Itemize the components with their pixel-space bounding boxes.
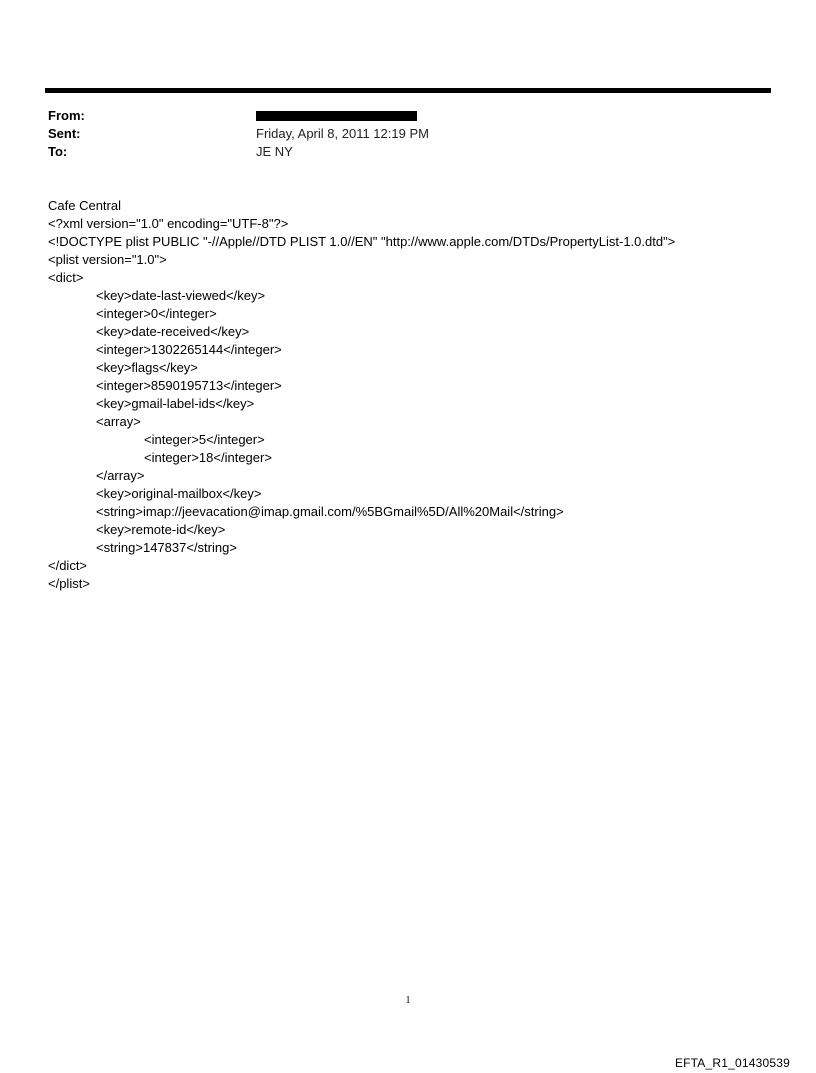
plist-line: <dict> <box>48 270 84 285</box>
plist-line: <integer>5</integer> <box>144 432 265 447</box>
from-label: From: <box>48 108 85 123</box>
to-row <box>48 143 748 161</box>
plist-line: <key>flags</key> <box>96 360 198 375</box>
plist-line: </plist> <box>48 576 90 591</box>
page-number: 1 <box>405 995 411 1006</box>
sent-value: Friday, April 8, 2011 12:19 PM <box>256 126 429 141</box>
to-value: JE NY <box>256 144 293 159</box>
email-body <box>48 197 788 593</box>
plist-line: <?xml version="1.0" encoding="UTF-8"?> <box>48 216 289 231</box>
plist-line: <integer>8590195713</integer> <box>96 378 282 393</box>
plist-line: <key>date-last-viewed</key> <box>96 288 266 303</box>
plist-line: <string>147837</string> <box>96 540 237 555</box>
subject-line: Cafe Central <box>48 198 121 213</box>
plist-line: <key>original-mailbox</key> <box>96 486 262 501</box>
plist-line: </array> <box>96 468 145 483</box>
plist-line: <integer>0</integer> <box>96 306 217 321</box>
plist-line: <array> <box>96 414 141 429</box>
bates-number: EFTA_R1_01430539 <box>674 1056 790 1070</box>
plist-line: <key>date-received</key> <box>96 324 250 339</box>
plist-line: <integer>18</integer> <box>144 450 272 465</box>
plist-line: <plist version="1.0"> <box>48 252 167 267</box>
sent-label: Sent: <box>48 126 81 141</box>
plist-line: </dict> <box>48 558 88 573</box>
plist-line: <string>imap://jeevacation@imap.gmail.com/%5BGmail%5D/All%20Mail</string> <box>96 504 564 519</box>
plist-line: <key>gmail-label-ids</key> <box>96 396 255 411</box>
redaction-bar <box>256 111 417 121</box>
plist-line: <integer>1302265144</integer> <box>96 342 282 357</box>
sent-row <box>48 125 748 143</box>
plist-line: <!DOCTYPE plist PUBLIC "-//Apple//DTD PLIST 1.0//EN" "http://www.apple.com/DTDs/PropertyList-1.0.dtd"> <box>48 234 676 249</box>
from-row <box>48 107 748 125</box>
to-label: To: <box>48 144 68 159</box>
plist-line: <key>remote-id</key> <box>96 522 226 537</box>
header-divider <box>45 88 771 93</box>
